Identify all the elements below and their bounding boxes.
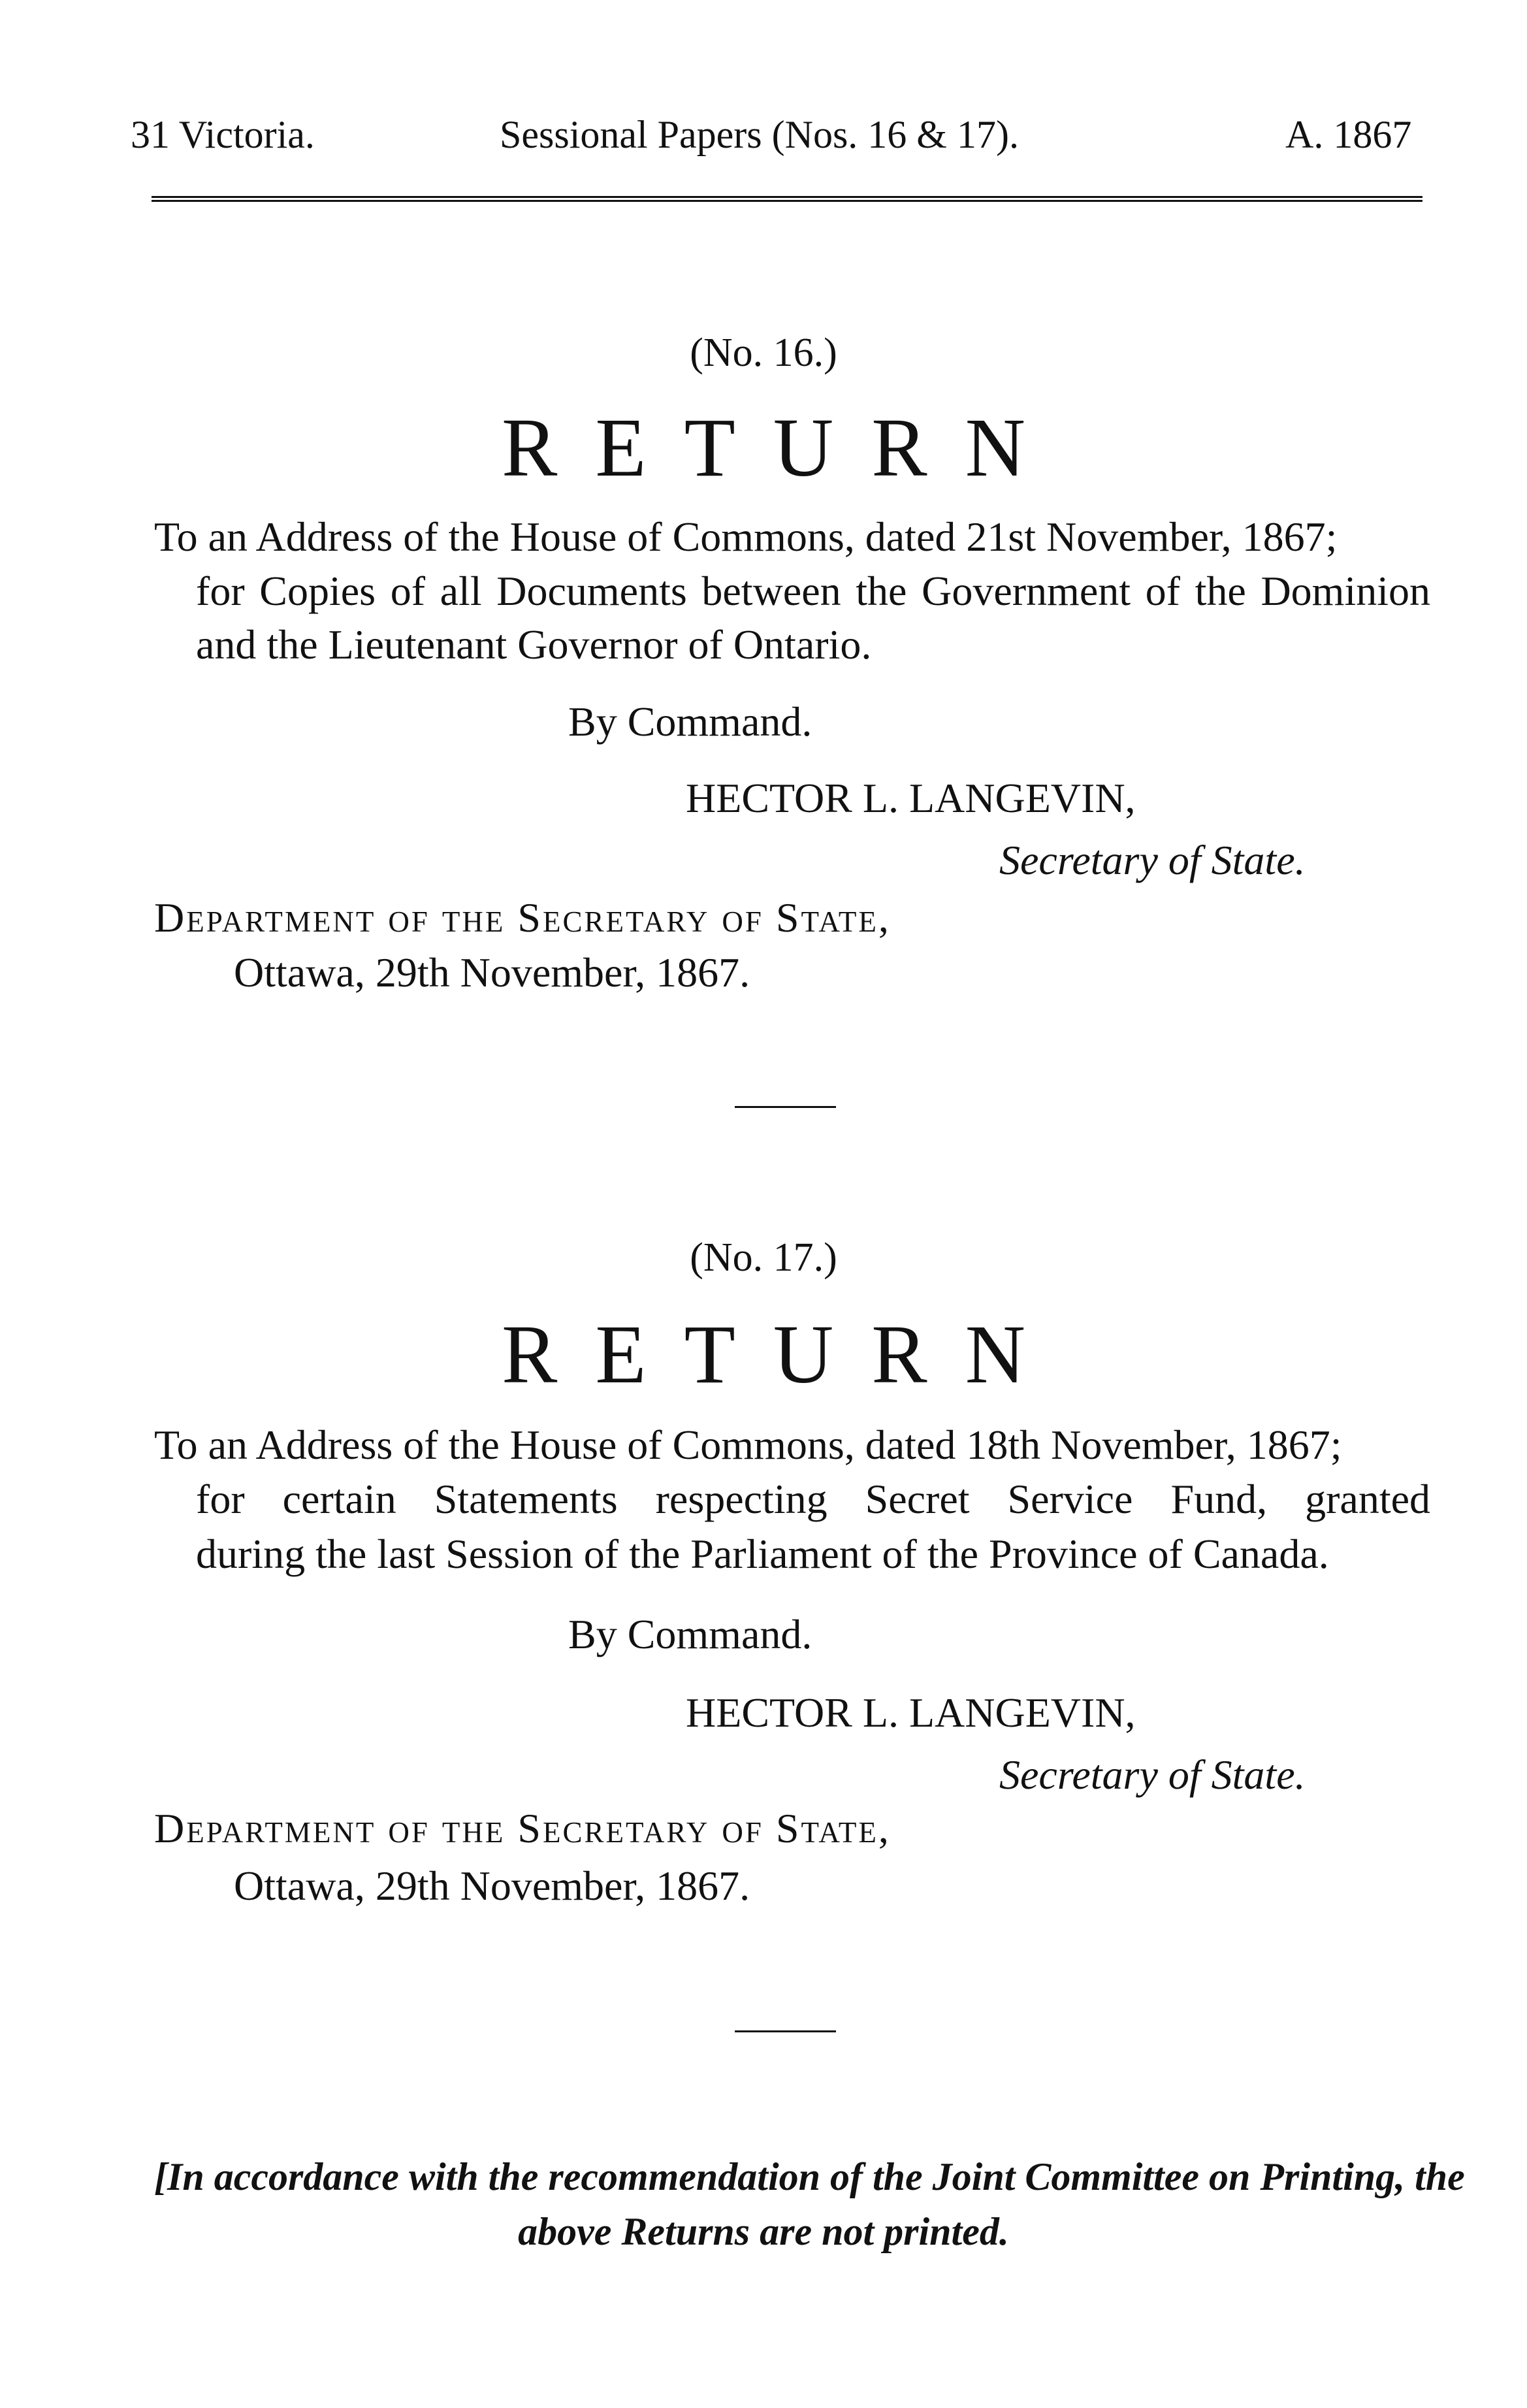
signatory-name: HECTOR L. LANGEVIN,: [686, 1689, 1136, 1736]
place-date: Ottawa, 29th November, 1867.: [234, 949, 750, 996]
address-line: and the Lieutenant Governor of Ontario.: [196, 621, 872, 668]
return-number: (No. 16.): [690, 331, 837, 375]
header-rule: [152, 196, 1423, 202]
address-line: To an Address of the House of Commons, dated 18th November, 1867;: [154, 1422, 1342, 1468]
department-name: Department of the Secretary of State,: [154, 1805, 891, 1851]
place-date: Ottawa, 29th November, 1867.: [234, 1863, 750, 1909]
header-session: 31 Victoria.: [131, 113, 315, 156]
return-heading: RETURN: [502, 1308, 1063, 1401]
address-line: To an Address of the House of Commons, dated 21st November, 1867;: [154, 513, 1338, 560]
header-title: Sessional Papers (Nos. 16 & 17).: [500, 113, 1019, 156]
signatory-title: Secretary of State.: [999, 1751, 1306, 1798]
return-heading: RETURN: [502, 401, 1063, 494]
address-line: during the last Session of the Parliament of the Province of Canada.: [196, 1531, 1329, 1577]
department-name: Department of the Secretary of State,: [154, 894, 891, 941]
header-year: A. 1867: [1285, 113, 1412, 156]
footnote-line: above Returns are not printed.: [518, 2210, 1009, 2253]
address-line: for certain Statements respecting Secret Service Fund, granted: [196, 1476, 1430, 1522]
by-command: By Command.: [568, 698, 812, 745]
footnote-line: [In accordance with the recommendation of the Joint Committee on Printing, the: [154, 2155, 1465, 2198]
return-number: (No. 17.): [690, 1235, 837, 1280]
signatory-name: HECTOR L. LANGEVIN,: [686, 775, 1136, 821]
address-line: for Copies of all Documents between the Government of the Dominion: [196, 568, 1430, 614]
by-command: By Command.: [568, 1611, 812, 1657]
section-divider: [735, 1106, 836, 1108]
signatory-title: Secretary of State.: [999, 837, 1306, 883]
section-divider: [735, 2030, 836, 2032]
